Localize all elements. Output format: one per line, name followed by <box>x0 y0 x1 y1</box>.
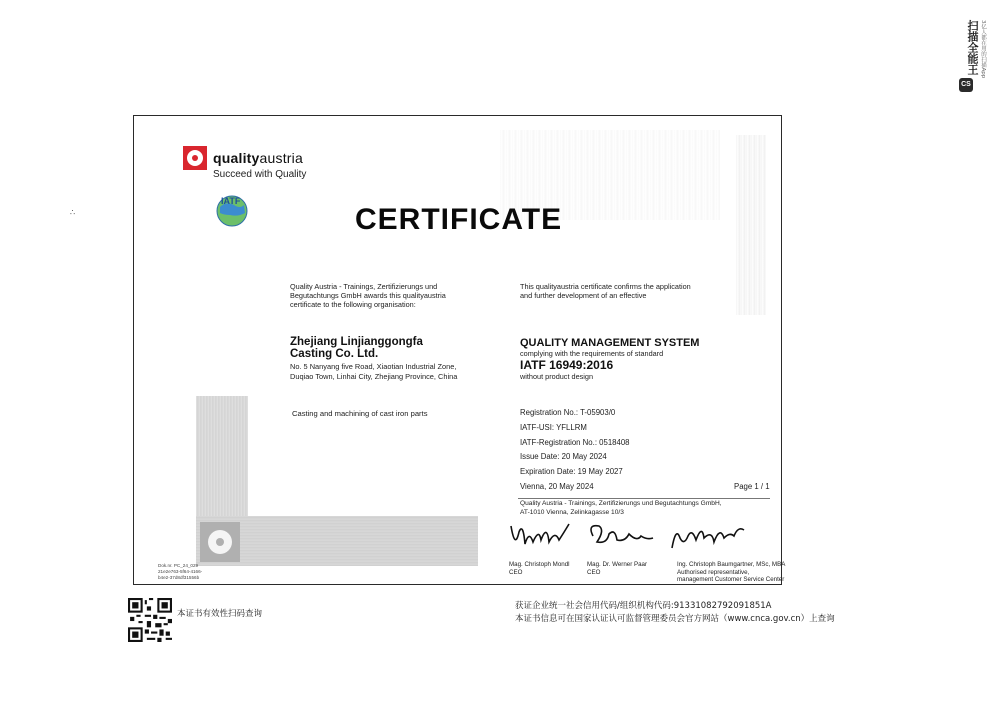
page-number: Page 1 / 1 <box>734 482 770 491</box>
iatf-registration-number: IATF-Registration No.: 0518408 <box>520 438 630 447</box>
organisation-name-line2: Casting Co. Ltd. <box>290 348 379 360</box>
system-block <box>520 337 699 381</box>
camscanner-logo-icon: CS <box>959 78 973 92</box>
certificate-title: CERTIFICATE <box>355 203 563 236</box>
scanner-app-name: 扫描全能王 <box>966 20 979 75</box>
scanner-app-subtitle: 3亿人都在用的扫描App <box>980 20 986 79</box>
signatory-mondl: Mag. Christoph Mondl CEO <box>509 561 570 576</box>
divider <box>518 498 770 499</box>
system-note: without product design <box>520 372 594 381</box>
verification-qr-code[interactable] <box>128 598 172 642</box>
qr-caption: 本证书有效性扫码查询 <box>177 609 263 619</box>
signatory-baumgartner: Ing. Christoph Baumgartner, MSc, MBA Authorised representative, management Customer Service Center <box>677 561 786 583</box>
signature-paar <box>585 520 655 550</box>
brand-name: qualityaustria <box>213 150 303 166</box>
cnca-note: 本证书信息可在国家认证认可监督管理委员会官方网站（www.cnca.gov.cn）上查询 <box>515 614 835 624</box>
issue-date: Issue Date: 20 May 2024 <box>520 452 607 461</box>
signature-baumgartner <box>668 520 746 552</box>
svg-text:IATF: IATF <box>221 196 241 206</box>
system-name: QUALITY MANAGEMENT SYSTEM <box>520 337 700 349</box>
organisation-block <box>290 336 457 381</box>
signature-mondl <box>505 520 573 554</box>
watermark-texture-right <box>736 135 766 315</box>
decorative-stripes-vertical <box>196 396 248 516</box>
iatf-globe-icon <box>212 189 252 229</box>
iatf-usi: IATF-USI: YFLLRM <box>520 423 587 432</box>
signatory-paar: Mag. Dr. Werner Paar CEO <box>587 561 648 576</box>
organisation-name: Zhejiang Linjianggongfa <box>290 336 423 348</box>
scan-speck: ∴ <box>70 208 76 217</box>
place-date: Vienna, 20 May 2024 <box>520 482 594 491</box>
registration-number: Registration No.: T-05903/0 <box>520 408 616 417</box>
organisation-address-line2: Duqiao Town, Linhai City, Zhejiang Province, China <box>290 371 458 381</box>
brand-tagline: Succeed with Quality <box>213 169 307 180</box>
intro-right: This qualityaustria certificate confirms the application and further development of an effective <box>520 282 691 300</box>
expiration-date: Expiration Date: 19 May 2027 <box>520 467 623 476</box>
system-standard: IATF 16949:2016 <box>520 358 614 372</box>
quality-austria-logo-icon <box>183 146 207 170</box>
issuer-address: Quality Austria - Trainings, Zertifizierungs und Begutachtungs GmbH, AT-1010 Vienna, Zelinkagasse 10/3 <box>520 500 722 516</box>
intro-left: Quality Austria - Trainings, Zertifizierungs und Begutachtungs GmbH awards this qualityaustria certificate to the following organisation: <box>290 282 446 309</box>
organisation-address: No. 5 Nanyang five Road, Xiaotian Industrial Zone, <box>290 362 457 371</box>
document-code: Dok.nr. PC_24_029 21e2e763-5f64-4166- b4e2-37d8df31556b <box>158 563 203 580</box>
quality-austria-q-watermark-icon <box>200 522 240 562</box>
credit-code: 获证企业统一社会信用代码/组织机构代码:91331082792091851A <box>515 601 772 611</box>
system-complying: complying with the requirements of standard <box>520 349 664 358</box>
certificate-scope: Casting and machining of cast iron parts <box>292 409 428 418</box>
